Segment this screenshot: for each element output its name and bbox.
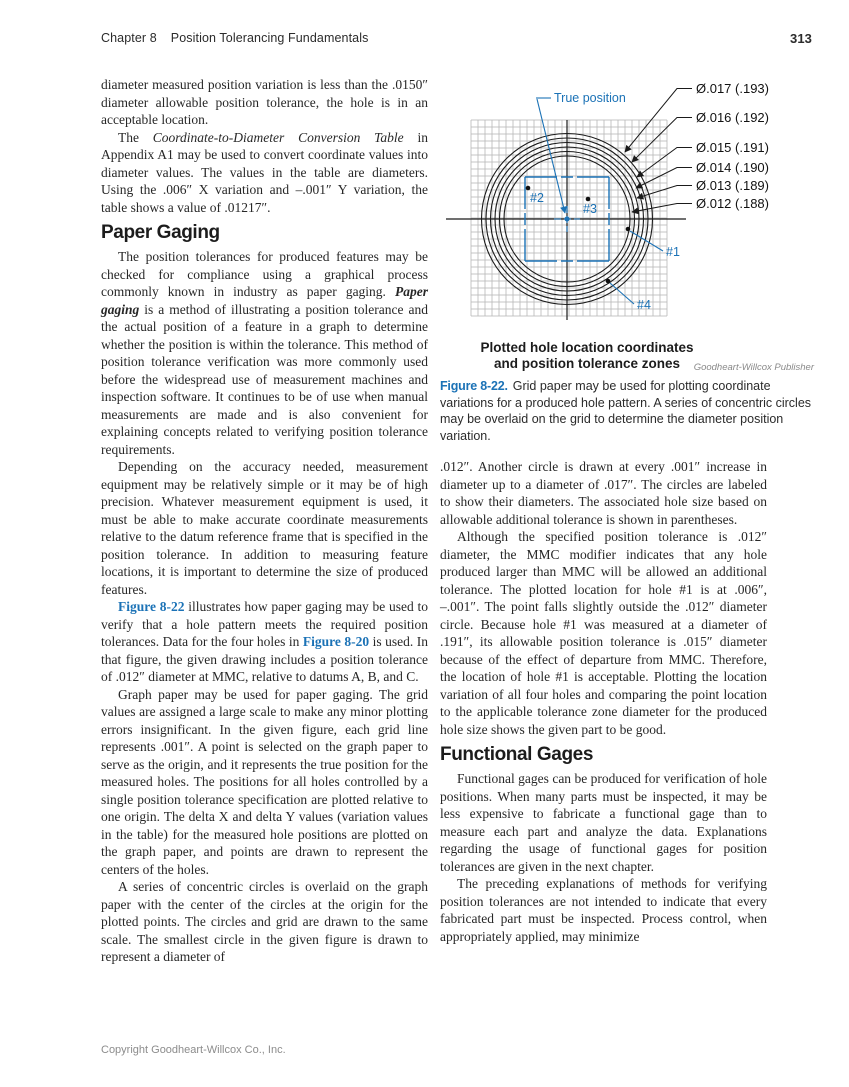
figure-credit: Goodheart-Willcox Publisher bbox=[693, 362, 814, 373]
paper-gaging-diagram bbox=[440, 70, 820, 376]
text-segment: The preceding explanations of methods for verifying position tolerances are not intended to indicate that every fabricated part must be inspected. Process control, when appropriately applied, may minimize bbox=[440, 876, 767, 944]
hole-point-label: #2 bbox=[530, 191, 544, 205]
paragraph bbox=[440, 875, 767, 945]
circle-diameter-label: Ø.016 (.192) bbox=[696, 110, 769, 125]
circle-diameter-label: Ø.012 (.188) bbox=[696, 196, 769, 211]
circle-diameter-label: Ø.014 (.190) bbox=[696, 160, 769, 175]
figure-subcaption-line1: Plotted hole location coordinates bbox=[480, 340, 694, 355]
figure-caption-label: Figure 8-22. bbox=[440, 379, 508, 393]
paragraph bbox=[101, 76, 428, 129]
figure-reference: Figure 8-22 bbox=[118, 599, 185, 614]
text-segment: Coordinate-to-Diameter Conversion Table bbox=[152, 129, 404, 145]
figure-caption bbox=[440, 378, 814, 444]
text-segment: The position tolerances for produced features may be checked for compliance using a graphical process commonly known in industry as paper gaging. bbox=[101, 249, 428, 299]
hole-point bbox=[586, 197, 591, 202]
text-segment: is used. In that figure, the given drawing includes a position tolerance of .012″ diameter at MMC, relative to datums A, B, and C. bbox=[101, 634, 428, 684]
left-text-column bbox=[101, 76, 428, 966]
paragraph bbox=[440, 528, 767, 738]
text-segment: A series of concentric circles is overlaid on the graph paper with the center of the circles at the origin for the plotted points. The circles and grid are drawn to the same scale. The smallest circle in the given figure is drawn to represent a diameter of bbox=[101, 879, 428, 964]
paragraph bbox=[101, 458, 428, 598]
true-position-label: True position bbox=[554, 91, 626, 105]
chapter-title: Position Tolerancing Fundamentals bbox=[170, 31, 369, 45]
paragraph bbox=[101, 686, 428, 879]
paragraph bbox=[101, 129, 428, 217]
text-segment: Graph paper may be used for paper gaging. The grid values are assigned a large scale to make any minor plotting errors insignificant. In the given figure, each grid line represents .001″. A point is selected on the graph paper to serve as the origin, and it represents the true position for the measured holes. The positions for all holes controlled by a single position tolerance specification are plotted relative to one origin. The delta X and delta Y values (variation values in the table) for the measured hole positions are plotted on the graph paper, and points are drawn to represent the centers of the holes. bbox=[101, 686, 428, 877]
circle-diameter-label: Ø.015 (.191) bbox=[696, 140, 769, 155]
figure-8-22 bbox=[440, 70, 820, 376]
paragraph bbox=[440, 458, 767, 528]
text-segment: Depending on the accuracy needed, measurement equipment may be relatively simple or it may be of high precision. Whatever measurement equipment is used, it must be able to make accurate coordinate measurements relative to the datum reference frame that is specified in the position tolerance. In addition to measuring feature locations, it is important to determine the size of produced features. bbox=[101, 459, 428, 597]
paragraph bbox=[101, 248, 428, 458]
text-segment: Paper gaging bbox=[101, 284, 428, 317]
figure-reference: Figure 8-20 bbox=[302, 634, 370, 649]
text-segment: illustrates how paper gaging may be used to verify that a hole pattern meets the required position tolerances. Data for the four holes in bbox=[101, 599, 428, 649]
page-header bbox=[101, 31, 812, 45]
diameter-labels bbox=[625, 81, 769, 212]
figure-subcaption-line2: and position tolerance zones bbox=[493, 356, 681, 371]
text-segment: Although the specified position tolerance is .012″ diameter, the MMC modifier indicates that any hole produced larger than MMC will be allowed an additional tolerance. The plotted location for hole #1 is at .006″, –.001″. The point falls slightly outside the .012″ diameter circle. Because hole #1 was measured at a diameter of .191″, its allowable position tolerance is .015″ diameter because of the effect of departure from MMC. Therefore, the location of hole #1 is acceptable. Plotting the location variation of all four holes and comparing the point location to the applicable tolerance zone diameter for the produced hole size shows the given part to be good. bbox=[440, 529, 767, 737]
hole-point bbox=[626, 227, 631, 232]
hole-point-label: #1 bbox=[666, 245, 680, 259]
text-segment: diameter measured position variation is less than the .0150″ diameter allowable position tolerance, the hole is in an acceptable location. bbox=[101, 77, 428, 127]
hole-point bbox=[526, 186, 531, 191]
text-segment: in Appendix A1 may be used to convert coordinate values into diameter values. The values in the table are diameters. Using the .006″ X variation and –.001″ Y variation, the table shows a value of .01217″. bbox=[101, 129, 428, 215]
paragraph bbox=[440, 770, 767, 875]
paragraph bbox=[101, 598, 428, 686]
circle-diameter-label: Ø.013 (.189) bbox=[696, 178, 769, 193]
hole-point-label: #4 bbox=[637, 298, 651, 312]
text-segment: The bbox=[118, 129, 153, 145]
paragraph bbox=[101, 878, 428, 966]
circle-diameter-label: Ø.017 (.193) bbox=[696, 81, 769, 96]
text-segment: Functional gages can be produced for verification of hole positions. When many parts must be inspected, it may be less expensive to fabricate a functional gage than to measure each part and analyze the data. Explanations regarding the usage of functional gages for position tolerances are given in the next chapter. bbox=[440, 771, 767, 874]
hole-point-label: #3 bbox=[583, 202, 597, 216]
hole-point bbox=[606, 279, 611, 284]
right-text-column bbox=[440, 458, 767, 945]
copyright-footer: Copyright Goodheart-Willcox Co., Inc. bbox=[101, 1044, 286, 1056]
section-heading: Functional Gages bbox=[440, 744, 594, 765]
page-number: 313 bbox=[790, 31, 812, 46]
text-segment: .012″. Another circle is drawn at every .001″ increase in diameter up to a diameter of .017″. The circles are labeled to show their diameters. The associated hole size based on allowable additional tolerance is shown in parentheses. bbox=[440, 459, 767, 527]
text-segment: is a method of illustrating a position tolerance and the actual position of a feature in a graph to determine whether the position is within the tolerance. This method of position tolerance verification was more commonly used before the widespread use of measurement machines and inspection software. It continues to be of use when manual measurements are made and is also convenient for explaining concepts related to verifying position tolerance requirements. bbox=[101, 301, 428, 457]
chapter-number: Chapter 8 bbox=[101, 31, 157, 45]
figure-caption-text: Grid paper may be used for plotting coordinate variations for a produced hole pattern. A series of concentric circles may be overlaid on the grid to determine the diameter position variation. bbox=[440, 379, 812, 443]
section-heading: Paper Gaging bbox=[101, 222, 220, 243]
